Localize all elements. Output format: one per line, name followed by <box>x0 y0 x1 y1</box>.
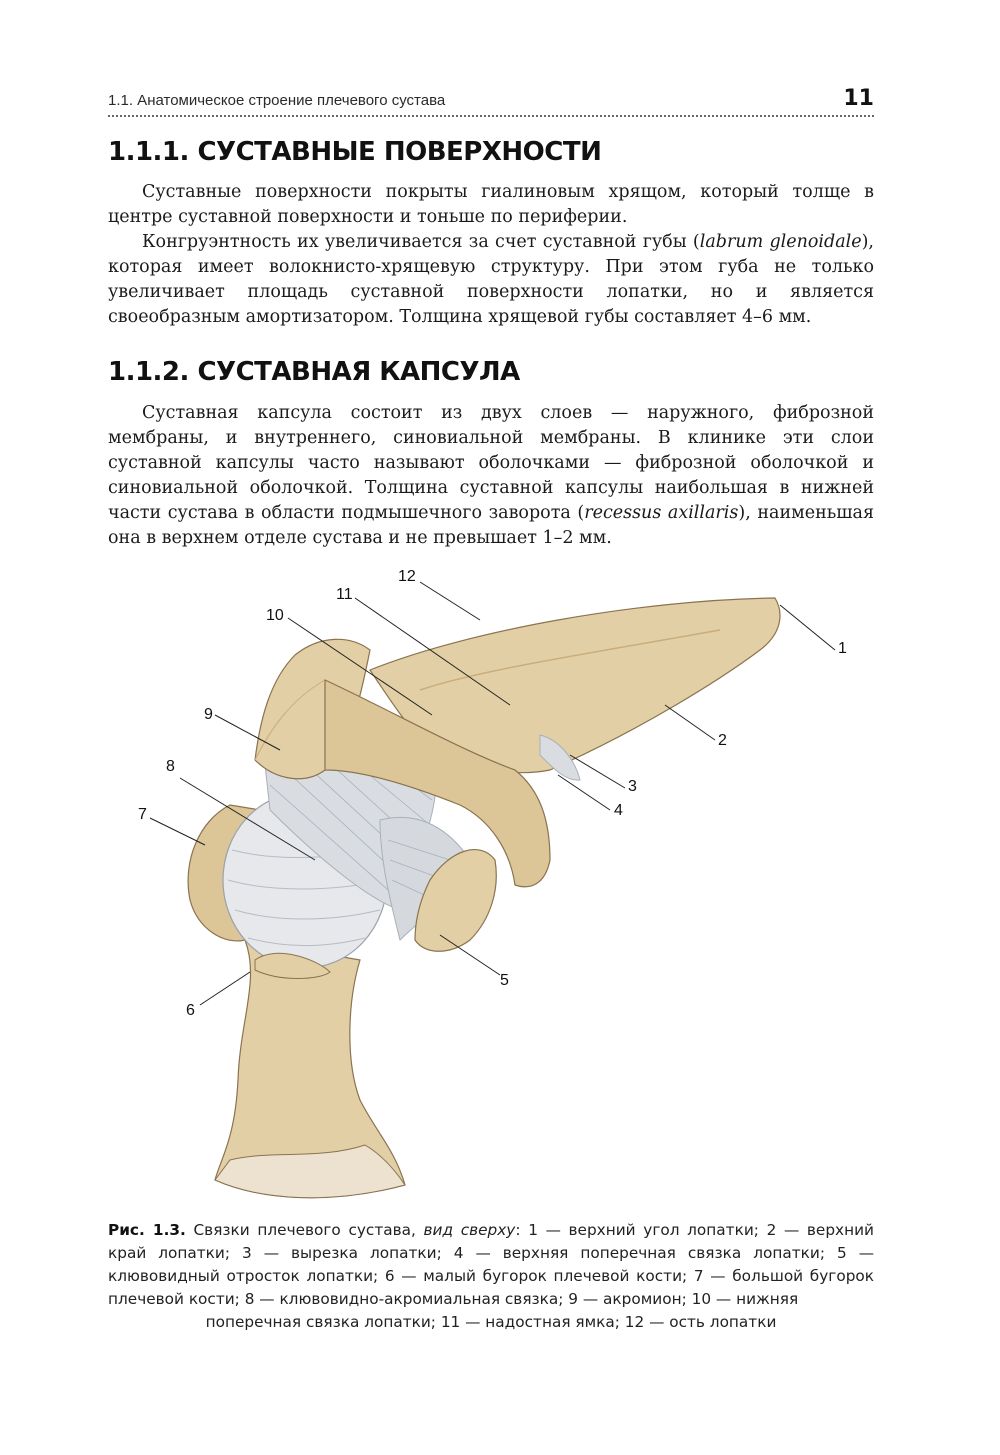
running-title: 1.1. Анатомическое строение плечевого сустава <box>108 92 446 109</box>
figure-label: Рис. 1.3. <box>108 1221 186 1239</box>
header-dotted-rule <box>108 115 874 117</box>
callout-6: 6 <box>186 1002 195 1019</box>
page-number: 11 <box>843 86 874 111</box>
callout-1: 1 <box>838 640 847 657</box>
callout-5: 5 <box>500 972 509 989</box>
callout-9: 9 <box>204 706 213 723</box>
callout-11: 11 <box>336 586 353 603</box>
paragraph: Конгруэнтность их увеличивается за счет суставной губы (labrum glenoidale), которая имеет волокнисто-хрящевую структуру. При этом губа не только увеличивает площадь суставной поверхности лопатки, но и является своеобразным амортизатором. Толщина хрящевой губы составляет 4–6 мм. <box>108 232 874 327</box>
paragraph: Суставные поверхности покрыты гиалиновым хрящом, который толще в центре суставной поверхности и тоньше по периферии. <box>108 182 874 227</box>
figure-caption: Рис. 1.3. Связки плечевого сустава, вид сверху: 1 — верхний угол лопатки; 2 — верхний край лопатки; 3 — вырезка лопатки; 4 — верхняя поперечная связка лопатки; 5 — клювовидный отросток лопатки; 6 — малый бугорок плечевой кости; 7 — большой бугорок плечевой кости; 8 — клювовидно-акромиальная связка; 9 — акромион; 10 — нижняя поперечная связка лопатки; 11 — надостная ямка; 12 — ость лопатки <box>108 1219 874 1334</box>
section-text-joint-capsule <box>108 401 874 551</box>
callout-7: 7 <box>138 806 147 823</box>
callout-8: 8 <box>166 758 175 775</box>
paragraph: Суставная капсула состоит из двух слоев — наружного, фиброзной мембраны, и внутреннего, синовиальной мембраны. В клинике эти слои суставной капсулы часто называют оболочками — фиброзной оболочкой и синовиальной оболочкой. Толщина суставной капсулы наибольшая в нижней части сустава в области подмышечного заворота (recessus axillaris), наименьшая она в верхнем отделе сустава и не превышает 1–2 мм. <box>108 403 875 548</box>
humerus-shaft <box>215 940 405 1198</box>
latin-term: recessus axillaris <box>584 503 739 523</box>
callout-4: 4 <box>614 802 623 819</box>
latin-term: labrum glenoidale <box>699 232 862 252</box>
caption-last-line: поперечная связка лопатки; 11 — надостная ямка; 12 — ость лопатки <box>205 1313 777 1331</box>
caption-view: вид сверху <box>423 1221 516 1239</box>
shoulder-ligaments-figure <box>120 560 880 1210</box>
callout-2: 2 <box>718 732 727 749</box>
running-header <box>108 86 874 118</box>
section-heading-articular-surfaces: 1.1.1. СУСТАВНЫЕ ПОВЕРХНОСТИ <box>108 137 602 167</box>
shoulder-illustration <box>120 560 880 1210</box>
callout-10: 10 <box>266 607 284 624</box>
section-text-articular-surfaces <box>108 180 874 330</box>
section-heading-joint-capsule: 1.1.2. СУСТАВНАЯ КАПСУЛА <box>108 357 520 387</box>
callout-3: 3 <box>628 778 637 795</box>
callout-12: 12 <box>398 568 416 585</box>
